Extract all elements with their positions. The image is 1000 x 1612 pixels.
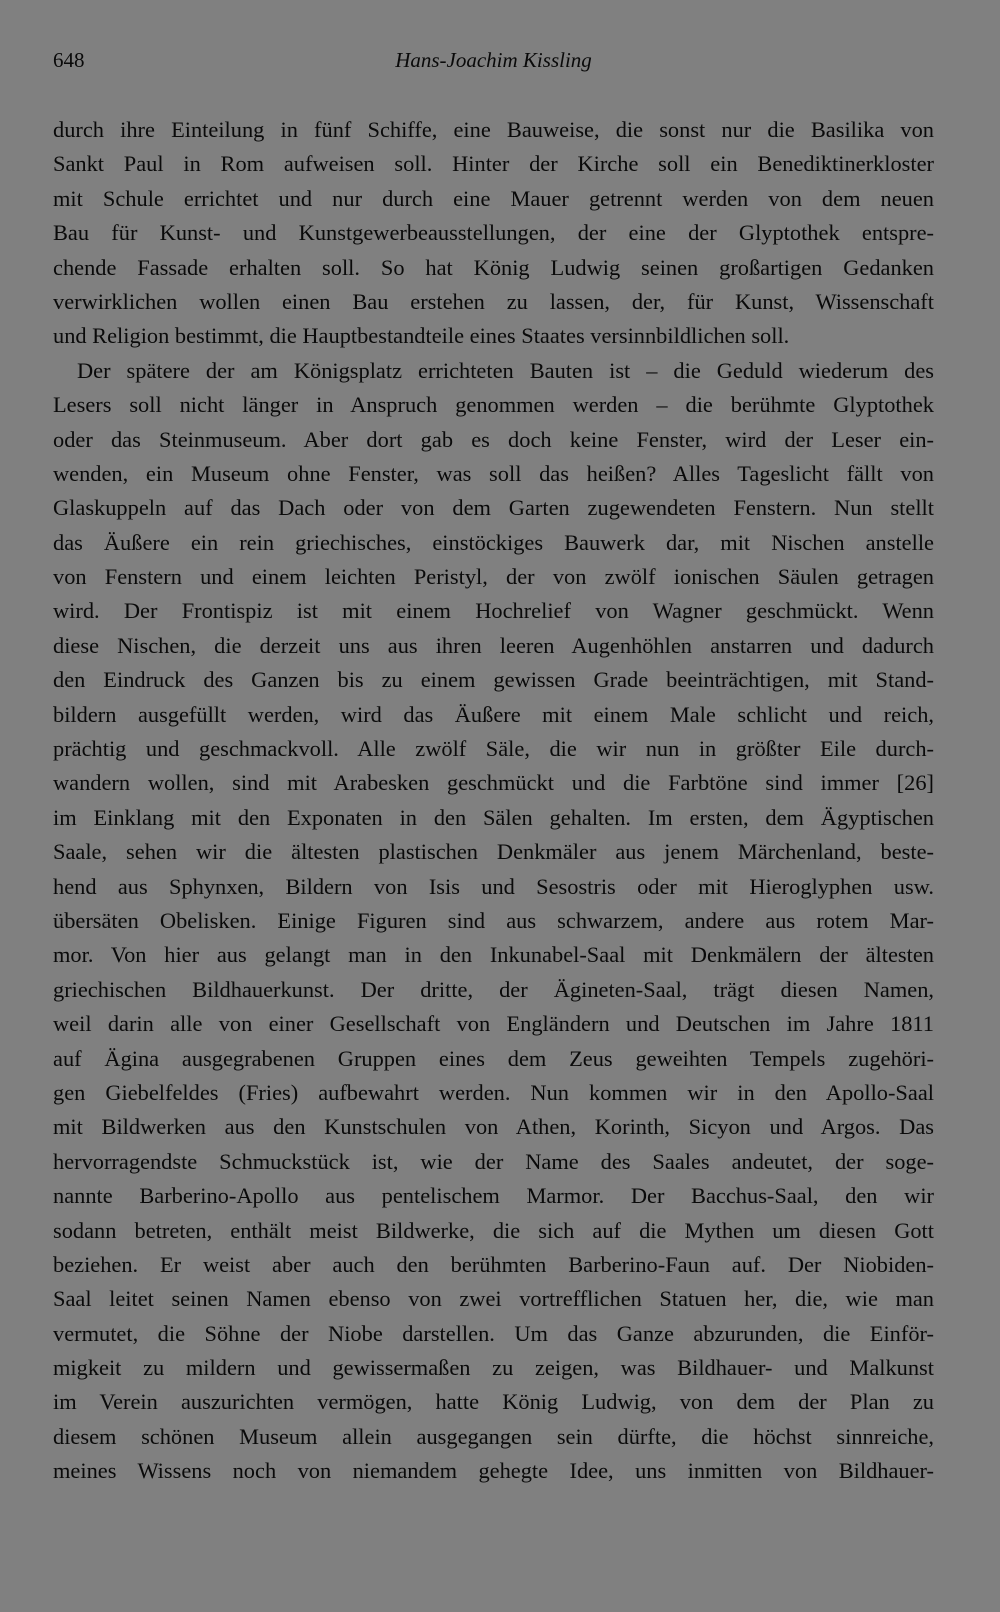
text-line: mit Schule errichtet und nur durch eine Mauer getrennt werden von dem neuen	[53, 185, 934, 211]
text-line: griechischen Bildhauerkunst. Der dritte, der Ägineten-Saal, trägt diesen Namen,	[53, 976, 934, 1002]
text-line: nannte Barberino-Apollo aus pentelischem Marmor. Der Bacchus-Saal, den wir	[53, 1183, 934, 1209]
text-line: hend aus Sphynxen, Bildern von Isis und Sesostris oder mit Hieroglyphen usw.	[53, 873, 934, 899]
page-number: 648	[53, 48, 85, 72]
text-line: diesem schönen Museum allein ausgegangen sein dürfte, die höchst sinnreiche,	[53, 1423, 934, 1449]
text-line: hervorragendste Schmuckstück ist, wie der Name des Saales andeutet, der soge-	[53, 1148, 934, 1174]
running-head-author: Hans-Joachim Kissling	[395, 48, 592, 72]
running-head	[53, 48, 934, 80]
text-line: Sankt Paul in Rom aufweisen soll. Hinter der Kirche soll ein Benediktinerkloster	[53, 151, 934, 177]
text-line: Bau für Kunst- und Kunstgewerbeausstellungen, der eine der Glyptothek entspre-	[53, 220, 934, 246]
text-line: mit Bildwerken aus den Kunstschulen von Athen, Korinth, Sicyon und Argos. Das	[53, 1114, 934, 1140]
text-line: sodann betreten, enthält meist Bildwerke, die sich auf die Mythen um diesen Gott	[53, 1217, 934, 1243]
text-line: von Fenstern und einem leichten Peristyl, der von zwölf ionischen Säulen getragen	[53, 564, 934, 590]
text-line: Glaskuppeln auf das Dach oder von dem Garten zugewendeten Fenstern. Nun stellt	[53, 495, 934, 521]
text-line: mor. Von hier aus gelangt man in den Inkunabel-Saal mit Denkmälern der ältesten	[53, 942, 934, 968]
text-line: bildern ausgefüllt werden, wird das Äußere mit einem Male schlicht und reich,	[53, 701, 934, 727]
text-line: im Einklang mit den Exponaten in den Sälen gehalten. Im ersten, dem Ägyptischen	[53, 804, 934, 830]
text-line: migkeit zu mildern und gewissermaßen zu zeigen, was Bildhauer- und Malkunst	[53, 1355, 934, 1381]
paragraph-start-line: Der spätere der am Königsplatz errichteten Bauten ist – die Geduld wiederum des	[77, 357, 934, 383]
text-line: diese Nischen, die derzeit uns aus ihren leeren Augenhöhlen anstarren und dadurch	[53, 632, 934, 658]
text-line: das Äußere ein rein griechisches, einstöckiges Bauwerk dar, mit Nischen anstelle	[53, 529, 934, 555]
text-line: gen Giebelfeldes (Fries) aufbewahrt werden. Nun kommen wir in den Apollo-Saal	[53, 1079, 934, 1105]
text-line: weil darin alle von einer Gesellschaft von Engländern und Deutschen im Jahre 1811	[53, 1011, 934, 1037]
body-text	[53, 113, 934, 1489]
text-line: Saal leitet seinen Namen ebenso von zwei vortrefflichen Statuen her, die, wie man	[53, 1286, 934, 1312]
text-line: auf Ägina ausgegrabenen Gruppen eines dem Zeus geweihten Tempels zugehöri-	[53, 1045, 934, 1071]
text-line: meines Wissens noch von niemandem gehegte Idee, uns inmitten von Bildhauer-	[53, 1458, 934, 1484]
text-line: Lesers soll nicht länger in Anspruch genommen werden – die berühmte Glyptothek	[53, 392, 934, 418]
text-line: wandern wollen, sind mit Arabesken geschmückt und die Farbtöne sind immer [26]	[53, 770, 934, 796]
text-line: verwirklichen wollen einen Bau erstehen zu lassen, der, für Kunst, Wissenschaft	[53, 288, 934, 314]
text-line: beziehen. Er weist aber auch den berühmten Barberino-Faun auf. Der Niobiden-	[53, 1251, 934, 1277]
text-line: im Verein auszurichten vermögen, hatte König Ludwig, von dem der Plan zu	[53, 1389, 934, 1415]
text-line: chende Fassade erhalten soll. So hat König Ludwig seinen großartigen Gedanken	[53, 254, 934, 280]
text-line: wird. Der Frontispiz ist mit einem Hochrelief von Wagner geschmückt. Wenn	[53, 598, 934, 624]
text-line: den Eindruck des Ganzen bis zu einem gewissen Grade beeinträchtigen, mit Stand-	[53, 667, 934, 693]
text-line: prächtig und geschmackvoll. Alle zwölf Säle, die wir nun in größter Eile durch-	[53, 736, 934, 762]
text-line: vermutet, die Söhne der Niobe darstellen. Um das Ganze abzurunden, die Einför-	[53, 1320, 934, 1346]
text-line: und Religion bestimmt, die Hauptbestandteile eines Staates versinnbildlichen soll.	[53, 323, 790, 349]
text-line: übersäten Obelisken. Einige Figuren sind aus schwarzem, andere aus rotem Mar-	[53, 907, 934, 933]
text-line: oder das Steinmuseum. Aber dort gab es doch keine Fenster, wird der Leser ein-	[53, 426, 934, 452]
text-line: durch ihre Einteilung in fünf Schiffe, eine Bauweise, die sonst nur die Basilika von	[53, 117, 934, 142]
text-line: Saale, sehen wir die ältesten plastischen Denkmäler aus jenem Märchenland, beste-	[53, 839, 934, 865]
text-line: wenden, ein Museum ohne Fenster, was soll das heißen? Alles Tageslicht fällt von	[53, 460, 934, 486]
